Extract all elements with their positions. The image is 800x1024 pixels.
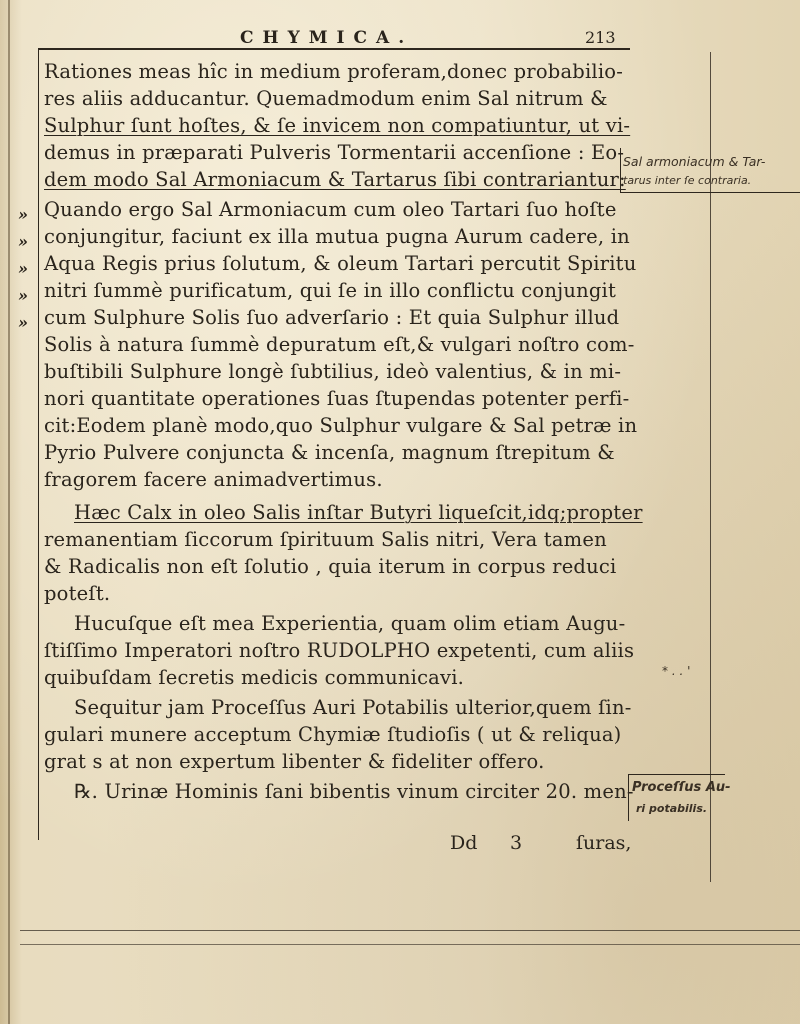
page-gutter-edge — [8, 0, 10, 1024]
header-rule — [38, 48, 630, 50]
text-line: buſtibili Sulphure longè ſubtilius, ideò valentius, & in mi- — [44, 360, 622, 383]
running-head: CHYMICA. — [240, 28, 414, 48]
signature-mark: Dd — [450, 832, 478, 854]
text-line: res aliis adducantur. Quemadmodum enim Sal nitrum & — [44, 87, 608, 110]
text-line: Aqua Regis prius ſolutum, & oleum Tartari percutit Spiritu — [44, 252, 637, 275]
quote-mark: » — [18, 286, 28, 305]
text-line: Sulphur ſunt hoſtes, & ſe invicem non compatiuntur, ut vi- — [44, 114, 631, 137]
text-line: dem modo Sal Armoniacum & Tartarus ſibi contrariantur: — [44, 168, 626, 191]
margin-note-potabilis: ri potabilis. — [636, 802, 708, 815]
text-line: cum Sulphure Solis ſuo adverſario : Et quia Sulphur illud — [44, 306, 620, 329]
margin-marks: * . . ' — [662, 664, 691, 678]
text-line: ſtiſſimo Imperatori noſtro RUDOLPHO expetenti, cum aliis — [44, 639, 635, 662]
margin-note-rule — [620, 192, 800, 193]
bottom-rule — [20, 944, 800, 945]
catchword: ſuras, — [576, 832, 632, 854]
margin-note-processus: Proceſſus Au- — [632, 780, 731, 795]
text-line: & Radicalis non eſt ſolutio , quia iterum in corpus reduci — [44, 555, 617, 578]
margin-note-contraria: tarus inter ſe contraria. — [623, 174, 752, 187]
text-line: remanentiam ſiccorum ſpirituum Salis nitri, Vera tamen — [44, 528, 607, 551]
quote-mark: » — [18, 259, 28, 278]
text-line: Rationes meas hîc in medium proferam,donec probabilio- — [44, 60, 623, 83]
text-line: quibuſdam ſecretis medicis communicavi. — [44, 666, 465, 689]
bottom-rule — [20, 930, 800, 931]
text-line: ℞. Urinæ Hominis ſani bibentis vinum circiter 20. men- — [74, 780, 634, 803]
text-line: Solis à natura ſummè depuratum eſt,& vulgari noſtro com- — [44, 333, 635, 356]
page-number: 213 — [585, 28, 616, 47]
quote-mark: » — [18, 232, 28, 251]
left-margin-line — [38, 50, 39, 840]
text-line: grat s at non expertum libenter & fideliter offero. — [44, 750, 545, 773]
text-line: Quando ergo Sal Armoniacum cum oleo Tartari ſuo hoſte — [44, 198, 617, 221]
text-line: gulari munere acceptum Chymiæ ſtudioſis ( ut & reliqua) — [44, 723, 622, 746]
text-line: demus in præparati Pulveris Tormentarii accenſione : Eo- — [44, 141, 625, 164]
signature-number: 3 — [510, 832, 523, 854]
text-line: poteſt. — [44, 582, 111, 605]
text-line: Hucuſque eſt mea Experientia, quam olim etiam Augu- — [74, 612, 626, 635]
quote-mark: » — [18, 313, 28, 332]
quote-mark: » — [18, 205, 28, 224]
text-line: nori quantitate operationes ſuas ſtupendas potenter perfi- — [44, 387, 630, 410]
margin-note-sal-armoniacum: Sal armoniacum & Tar- — [623, 154, 766, 169]
text-line: Hæc Calx in oleo Salis inſtar Butyri liqueſcit,idq;propter — [74, 501, 643, 524]
text-line: nitri ſummè purificatum, qui ſe in illo conflictu conjungit — [44, 279, 617, 302]
text-line: Sequitur jam Proceſſus Auri Potabilis ulterior,quem ſin- — [74, 696, 632, 719]
text-line: fragorem facere animadvertimus. — [44, 468, 383, 491]
text-line: cit:Eodem planè modo,quo Sulphur vulgare & Sal petræ in — [44, 414, 638, 437]
text-line: Pyrio Pulvere conjuncta & incenſa, magnum ſtrepitum & — [44, 441, 615, 464]
text-line: conjungitur, faciunt ex illa mutua pugna Aurum cadere, in — [44, 225, 630, 248]
